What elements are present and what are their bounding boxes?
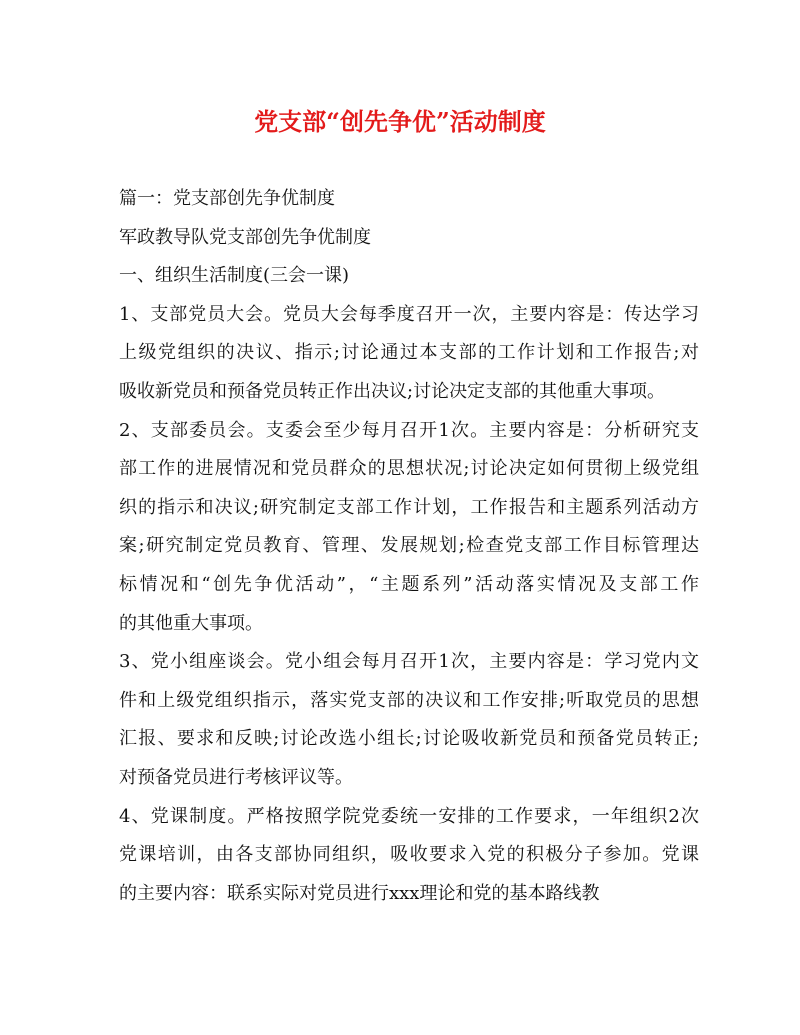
paragraph-line: 的主要内容：联系实际对党员进行xxx理论和党的基本路线教	[119, 882, 600, 904]
paragraph-line: 吸收新党员和预备党员转正作出决议;讨论决定支部的其他重大事项。	[119, 380, 666, 402]
chapter-heading: 一、组织生活制度(三会一课)	[119, 265, 350, 287]
paragraph-line: 案;研究制定党员教育、管理、发展规划;检查党支部工作目标管理达	[119, 535, 699, 557]
paragraph-line: 上级党组织的决议、指示;讨论通过本支部的工作计划和工作报告;对	[119, 342, 699, 364]
section-heading: 篇一：党支部创先争优制度	[119, 188, 335, 209]
document-title: 党支部“创先争优”活动制度	[254, 107, 546, 136]
paragraph-line: 2、支部委员会。支委会至少每月召开1次。主要内容是：分析研究支	[119, 419, 699, 441]
paragraph-line: 织的指示和决议;研究制定支部工作计划，工作报告和主题系列活动方	[119, 496, 699, 518]
paragraph-line: 汇报、要求和反映;讨论改选小组长;讨论吸收新党员和预备党员转正;	[119, 728, 699, 750]
paragraph-line: 4、党课制度。严格按照学院党委统一安排的工作要求，一年组织2次	[119, 805, 699, 827]
document-body	[119, 180, 699, 913]
section-subheading: 军政教导队党支部创先争优制度	[119, 226, 371, 248]
paragraph-line: 1、支部党员大会。党员大会每季度召开一次，主要内容是：传达学习	[119, 303, 699, 325]
paragraph-line: 件和上级党组织指示，落实党支部的决议和工作安排;听取党员的思想	[119, 689, 699, 711]
paragraph-line: 的其他重大事项。	[119, 612, 263, 634]
paragraph-line: 党课培训，由各支部协同组织，吸收要求入党的积极分子参加。党课	[119, 844, 699, 866]
paragraph-line: 标情况和“创先争优活动”，“主题系列”活动落实情况及支部工作	[119, 573, 699, 595]
paragraph-line: 3、党小组座谈会。党小组会每月召开1次，主要内容是：学习党内文	[119, 651, 699, 673]
paragraph-line: 对预备党员进行考核评议等。	[119, 766, 353, 788]
paragraph-line: 部工作的进展情况和党员群众的思想状况;讨论决定如何贯彻上级党组	[119, 458, 699, 480]
